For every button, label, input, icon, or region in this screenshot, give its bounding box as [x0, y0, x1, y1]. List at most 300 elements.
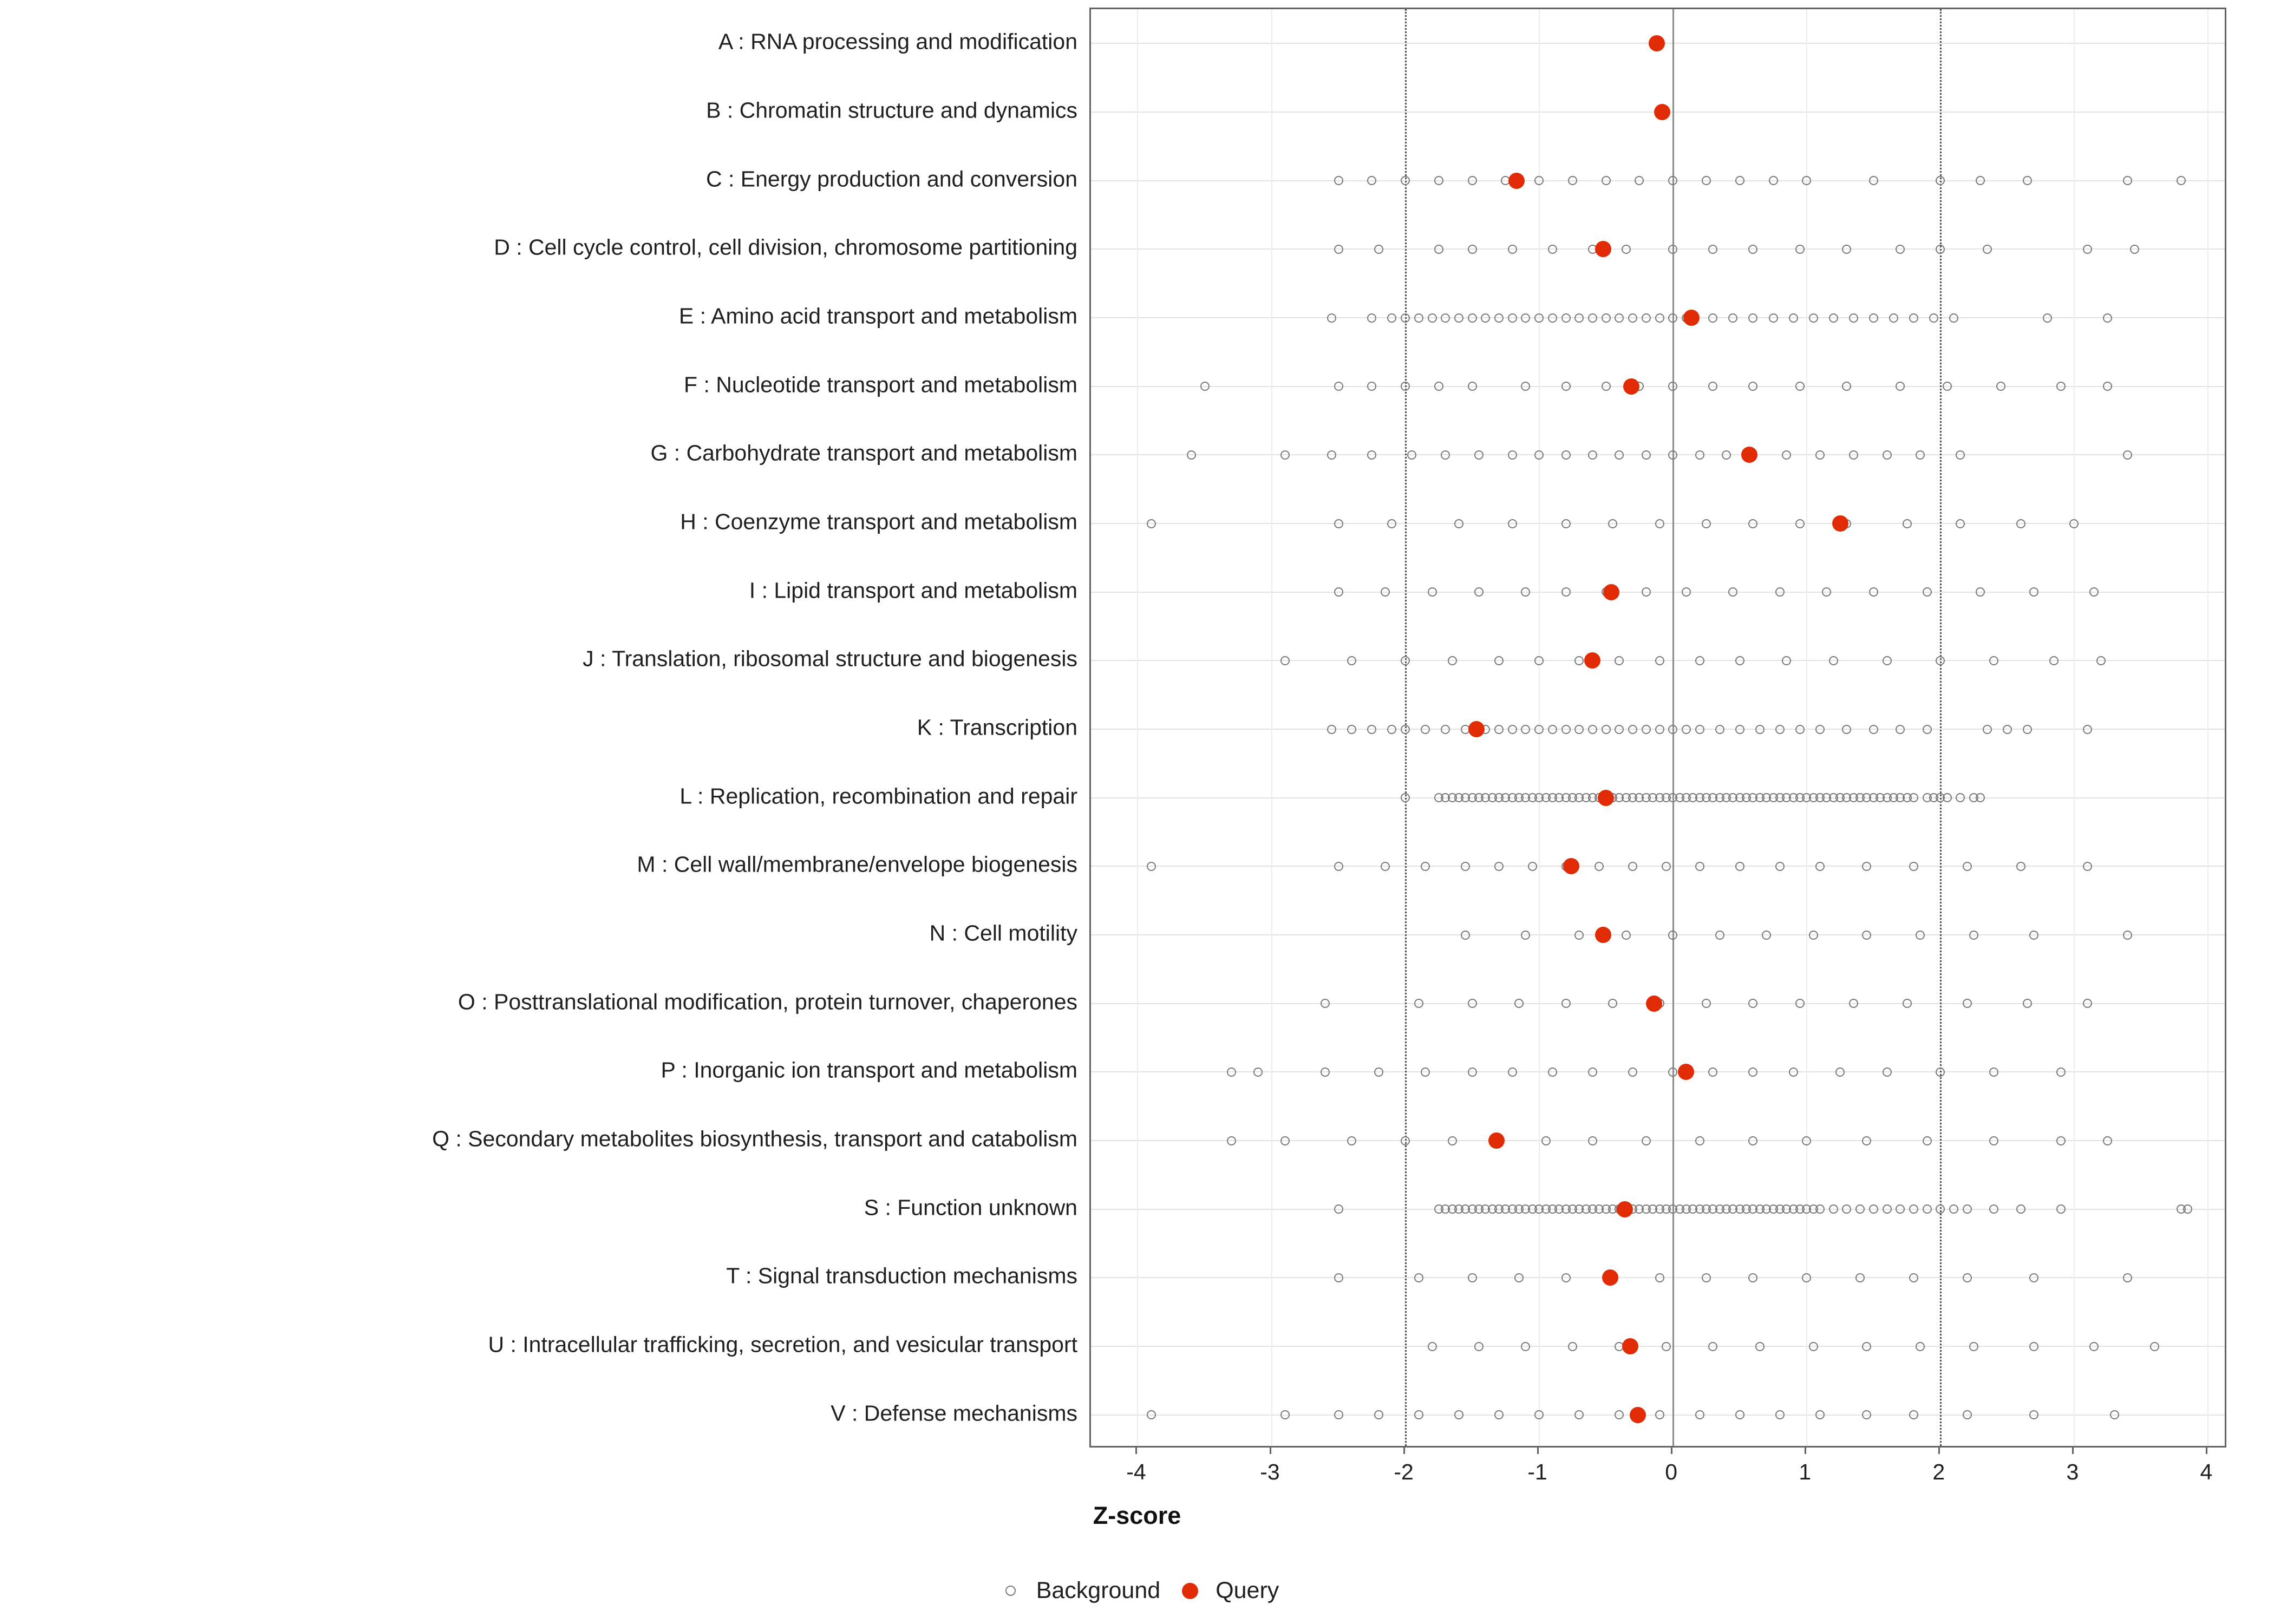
background-point	[2083, 999, 2092, 1008]
background-point	[1896, 1204, 1905, 1214]
background-point	[1929, 313, 1938, 323]
background-point	[1454, 313, 1463, 323]
background-point	[1521, 313, 1530, 323]
background-point	[1548, 313, 1557, 323]
background-point	[1782, 450, 1791, 460]
background-point	[1541, 1136, 1551, 1145]
background-point	[1468, 1273, 1477, 1282]
background-point	[1842, 245, 1851, 254]
background-point	[1381, 587, 1390, 597]
background-point	[1815, 862, 1825, 871]
background-point	[1963, 1273, 1972, 1282]
background-point	[1883, 656, 1892, 665]
background-point	[1682, 725, 1691, 734]
grid-line-vertical	[1137, 9, 1138, 1446]
x-tick-label: -3	[1260, 1459, 1280, 1484]
background-point	[1855, 1204, 1865, 1214]
background-point	[2089, 1342, 2099, 1351]
background-point	[1428, 1342, 1437, 1351]
background-point	[1748, 382, 1757, 391]
background-point	[1655, 1410, 1664, 1419]
background-point	[1642, 1136, 1651, 1145]
background-point	[1561, 999, 1571, 1008]
background-point	[1829, 656, 1838, 665]
legend-item-background	[995, 1577, 1161, 1604]
background-point	[1280, 1136, 1290, 1145]
background-point	[2083, 245, 2092, 254]
background-point	[1454, 1410, 1463, 1419]
background-point	[1548, 725, 1557, 734]
background-point	[1728, 313, 1737, 323]
background-point	[1401, 725, 1410, 734]
query-point	[1598, 790, 1614, 806]
background-point	[2150, 1342, 2159, 1351]
background-point	[1943, 793, 1952, 802]
background-point	[1936, 1068, 1945, 1077]
background-point	[1715, 725, 1724, 734]
background-point	[1428, 313, 1437, 323]
background-point	[1494, 656, 1504, 665]
legend-label-query: Query	[1216, 1577, 1279, 1603]
x-tick-label: 4	[2200, 1459, 2213, 1484]
background-point	[1628, 1068, 1637, 1077]
background-point	[1668, 725, 1677, 734]
background-point	[1842, 1204, 1851, 1214]
grid-line-vertical	[2074, 9, 2075, 1446]
background-point	[1615, 725, 1624, 734]
background-point	[1963, 1410, 1972, 1419]
background-point	[1200, 382, 1210, 391]
background-point	[1574, 313, 1584, 323]
background-point	[1849, 313, 1858, 323]
background-point	[1668, 382, 1677, 391]
background-point	[1401, 793, 1410, 802]
category-label: A : RNA processing and modification	[718, 29, 1077, 54]
background-point	[1334, 1204, 1343, 1214]
background-point	[1896, 245, 1905, 254]
background-point	[1588, 313, 1597, 323]
background-point	[1795, 245, 1805, 254]
background-point	[1829, 313, 1838, 323]
query-point	[1630, 1407, 1646, 1423]
background-point	[1635, 176, 1644, 185]
background-point	[2003, 725, 2012, 734]
background-point	[1401, 313, 1410, 323]
background-point	[1762, 931, 1771, 940]
legend-item-query	[1174, 1577, 1279, 1604]
query-point	[1508, 173, 1525, 189]
background-point	[1775, 587, 1785, 597]
background-point	[1769, 176, 1778, 185]
background-point	[1441, 450, 1450, 460]
background-point	[1923, 1204, 1932, 1214]
background-point	[1508, 245, 1517, 254]
background-point	[1909, 1204, 1918, 1214]
background-point	[1842, 382, 1851, 391]
background-point	[2016, 519, 2025, 528]
query-point	[1654, 104, 1670, 120]
category-label: Q : Secondary metabolites biosynthesis, transport and catabolism	[432, 1126, 1077, 1151]
background-point	[1976, 587, 1985, 597]
background-point	[1468, 313, 1477, 323]
background-point	[1822, 587, 1831, 597]
background-point	[1628, 862, 1637, 871]
background-point	[1454, 519, 1463, 528]
query-marker-icon	[1174, 1583, 1206, 1599]
background-point	[1602, 382, 1611, 391]
background-point	[1702, 519, 1711, 528]
background-point	[1561, 1273, 1571, 1282]
x-tick-label: -1	[1527, 1459, 1547, 1484]
background-point	[1695, 862, 1704, 871]
background-point	[1715, 931, 1724, 940]
background-point	[1695, 1136, 1704, 1145]
category-label: E : Amino acid transport and metabolism	[678, 303, 1077, 329]
background-point	[1909, 1410, 1918, 1419]
background-point	[1708, 1068, 1717, 1077]
background-point	[1414, 999, 1423, 1008]
background-point	[1414, 313, 1423, 323]
background-point	[2023, 999, 2032, 1008]
background-point	[1407, 450, 1416, 460]
background-point	[1401, 1136, 1410, 1145]
grid-line-horizontal	[1091, 454, 2225, 455]
background-point	[1748, 1136, 1757, 1145]
background-point	[2103, 1136, 2112, 1145]
background-point	[1862, 1136, 1871, 1145]
background-point	[1802, 1136, 1811, 1145]
background-point	[1374, 1068, 1383, 1077]
background-point	[1963, 862, 1972, 871]
query-point	[1622, 1338, 1638, 1354]
x-tick	[1403, 1448, 1405, 1454]
background-point	[1147, 519, 1156, 528]
background-point	[1367, 313, 1376, 323]
background-point	[1748, 999, 1757, 1008]
background-point	[1755, 725, 1765, 734]
background-point	[1468, 382, 1477, 391]
grid-line-vertical	[1806, 9, 1807, 1446]
background-point	[1548, 1068, 1557, 1077]
background-point	[1521, 587, 1530, 597]
background-point	[1963, 1204, 1972, 1214]
query-point	[1678, 1064, 1694, 1080]
background-point	[1682, 587, 1691, 597]
background-point	[1842, 725, 1851, 734]
background-point	[1448, 656, 1457, 665]
background-point	[1622, 245, 1631, 254]
background-point	[1795, 519, 1805, 528]
background-point	[1989, 1136, 1998, 1145]
background-point	[1561, 587, 1571, 597]
background-point	[1909, 1273, 1918, 1282]
background-point	[1748, 313, 1757, 323]
background-point	[1521, 382, 1530, 391]
x-tick-label: -2	[1394, 1459, 1414, 1484]
category-label: I : Lipid transport and metabolism	[749, 578, 1077, 603]
background-point	[1989, 1204, 1998, 1214]
grid-line-horizontal	[1091, 1346, 2225, 1347]
background-point	[1655, 519, 1664, 528]
background-point	[1956, 793, 1965, 802]
background-point	[1963, 999, 1972, 1008]
background-point	[1862, 1410, 1871, 1419]
background-point	[1334, 1273, 1343, 1282]
x-tick	[1270, 1448, 1271, 1454]
grid-line-vertical	[1271, 9, 1272, 1446]
category-label: V : Defense mechanisms	[831, 1400, 1077, 1426]
legend	[0, 1577, 2274, 1604]
background-point	[1334, 176, 1343, 185]
background-point	[1809, 931, 1818, 940]
background-point	[1421, 862, 1430, 871]
background-point	[1969, 1342, 1978, 1351]
background-point	[1769, 313, 1778, 323]
background-point	[1936, 176, 1945, 185]
query-point	[1683, 310, 1700, 326]
background-point	[1642, 587, 1651, 597]
background-point	[2096, 656, 2106, 665]
background-point	[1347, 656, 1356, 665]
category-label: B : Chromatin structure and dynamics	[706, 97, 1077, 123]
background-point	[1468, 176, 1477, 185]
background-point	[1708, 245, 1717, 254]
background-point	[1280, 656, 1290, 665]
background-point	[1869, 176, 1878, 185]
background-point	[1943, 382, 1952, 391]
background-point	[2023, 725, 2032, 734]
background-point	[1441, 725, 1450, 734]
background-point	[1387, 313, 1396, 323]
background-point	[1728, 587, 1737, 597]
category-label: M : Cell wall/membrane/envelope biogenesis	[637, 852, 1077, 877]
background-point	[1421, 1068, 1430, 1077]
background-point	[1802, 1273, 1811, 1282]
background-point	[1588, 1068, 1597, 1077]
background-point	[1668, 450, 1677, 460]
background-point	[1514, 1273, 1524, 1282]
query-point	[1646, 996, 1662, 1012]
x-tick	[1135, 1448, 1137, 1454]
background-point	[1909, 862, 1918, 871]
background-point	[1534, 656, 1544, 665]
background-point	[1903, 519, 1912, 528]
background-point	[1588, 725, 1597, 734]
background-point	[1588, 1136, 1597, 1145]
query-point	[1617, 1201, 1633, 1217]
category-axis-labels	[0, 0, 1077, 1451]
background-point	[1508, 313, 1517, 323]
background-point	[1468, 1068, 1477, 1077]
background-point	[1521, 931, 1530, 940]
background-point	[1434, 245, 1443, 254]
background-point	[1494, 725, 1504, 734]
grid-line-horizontal	[1091, 866, 2225, 867]
background-point	[2049, 656, 2059, 665]
background-point	[1494, 862, 1504, 871]
background-point	[1561, 313, 1571, 323]
grid-line-vertical	[2207, 9, 2208, 1446]
category-label: D : Cell cycle control, cell division, chromosome partitioning	[494, 234, 1077, 260]
background-point	[1869, 725, 1878, 734]
background-point	[1534, 176, 1544, 185]
background-point	[2043, 313, 2052, 323]
background-point	[1936, 245, 1945, 254]
background-point	[1280, 1410, 1290, 1419]
background-point	[1347, 725, 1356, 734]
background-point	[1889, 313, 1898, 323]
grid-line-horizontal	[1091, 1140, 2225, 1141]
background-point	[2056, 382, 2066, 391]
background-point	[1434, 176, 1443, 185]
background-point	[1655, 656, 1664, 665]
query-point	[1563, 858, 1579, 874]
background-point	[1327, 450, 1336, 460]
background-point	[1916, 931, 1925, 940]
background-point	[1782, 656, 1791, 665]
query-point	[1488, 1132, 1505, 1149]
background-point	[2123, 176, 2132, 185]
background-point	[1568, 1342, 1577, 1351]
background-point	[1923, 725, 1932, 734]
background-point	[1534, 450, 1544, 460]
background-point	[1668, 176, 1677, 185]
background-point	[2083, 862, 2092, 871]
background-point	[1903, 999, 1912, 1008]
background-point	[1334, 245, 1343, 254]
background-point	[1983, 725, 1992, 734]
background-point	[1969, 931, 1978, 940]
background-point	[1608, 519, 1617, 528]
background-point	[1448, 1136, 1457, 1145]
background-point	[1869, 587, 1878, 597]
background-point	[1374, 245, 1383, 254]
background-point	[1775, 1410, 1785, 1419]
background-point	[1367, 725, 1376, 734]
background-point	[1702, 1273, 1711, 1282]
background-point	[1508, 450, 1517, 460]
background-point	[1735, 656, 1744, 665]
background-point	[1996, 382, 2005, 391]
background-point	[1775, 862, 1785, 871]
background-point	[1434, 382, 1443, 391]
background-point	[1628, 313, 1637, 323]
background-point	[1628, 725, 1637, 734]
background-point	[2029, 1410, 2038, 1419]
query-point	[1603, 584, 1619, 600]
category-label: G : Carbohydrate transport and metabolism	[650, 440, 1077, 466]
background-point	[1735, 862, 1744, 871]
x-tick	[1938, 1448, 1940, 1454]
background-point	[1428, 587, 1437, 597]
background-point	[1561, 519, 1571, 528]
background-point	[1508, 725, 1517, 734]
background-point	[1829, 1204, 1838, 1214]
background-point	[1642, 450, 1651, 460]
background-point	[1936, 1204, 1945, 1214]
background-point	[1855, 1273, 1865, 1282]
x-tick	[1805, 1448, 1806, 1454]
background-point	[1795, 725, 1805, 734]
background-point	[2056, 1068, 2066, 1077]
background-point	[1815, 1204, 1825, 1214]
background-point	[1883, 1204, 1892, 1214]
background-point	[1789, 313, 1798, 323]
category-label: O : Posttranslational modification, protein turnover, chaperones	[458, 989, 1077, 1014]
background-point	[1989, 656, 1998, 665]
background-point	[1334, 862, 1343, 871]
x-tick	[1537, 1448, 1539, 1454]
background-point	[1755, 1342, 1765, 1351]
category-label: T : Signal transduction mechanisms	[726, 1263, 1077, 1288]
background-point	[1695, 656, 1704, 665]
category-label: N : Cell motility	[929, 920, 1077, 946]
category-label: J : Translation, ribosomal structure and biogenesis	[583, 646, 1077, 671]
background-point	[1568, 176, 1577, 185]
background-point	[1789, 1068, 1798, 1077]
background-point	[1809, 313, 1818, 323]
query-point	[1584, 652, 1600, 669]
background-point	[1916, 1342, 1925, 1351]
x-tick	[2072, 1448, 2074, 1454]
background-point	[1401, 382, 1410, 391]
background-point	[1815, 1410, 1825, 1419]
background-point	[1949, 313, 1958, 323]
background-point	[1334, 1410, 1343, 1419]
background-point	[1602, 725, 1611, 734]
reference-line-z2	[1940, 9, 1942, 1446]
background-point	[1795, 999, 1805, 1008]
background-point	[1461, 862, 1470, 871]
background-point	[1668, 245, 1677, 254]
background-point	[1387, 725, 1396, 734]
background-point	[1147, 1410, 1156, 1419]
background-point	[2177, 176, 2186, 185]
background-point	[1923, 1136, 1932, 1145]
background-point	[1748, 519, 1757, 528]
legend-label-background: Background	[1036, 1577, 1161, 1603]
background-point	[1327, 313, 1336, 323]
background-point	[2029, 931, 2038, 940]
background-point	[1802, 176, 1811, 185]
background-point	[1521, 725, 1530, 734]
background-point	[1474, 587, 1484, 597]
background-point	[1561, 450, 1571, 460]
background-point	[1474, 450, 1484, 460]
background-point	[1735, 1410, 1744, 1419]
background-point	[1334, 519, 1343, 528]
background-point	[1468, 999, 1477, 1008]
background-point	[1702, 999, 1711, 1008]
background-point	[1655, 725, 1664, 734]
background-point	[1909, 313, 1918, 323]
query-point	[1649, 35, 1665, 51]
background-point	[1695, 725, 1704, 734]
query-point	[1832, 515, 1848, 532]
background-point	[1815, 725, 1825, 734]
x-tick	[1671, 1448, 1672, 1454]
background-point	[1835, 1068, 1845, 1077]
x-tick-label: 2	[1932, 1459, 1945, 1484]
category-label: K : Transcription	[917, 715, 1077, 740]
background-point	[1461, 931, 1470, 940]
query-point	[1595, 241, 1611, 257]
background-point	[1976, 176, 1985, 185]
background-point	[2069, 519, 2079, 528]
background-point	[1574, 656, 1584, 665]
background-point	[1748, 245, 1757, 254]
background-point	[1574, 931, 1584, 940]
